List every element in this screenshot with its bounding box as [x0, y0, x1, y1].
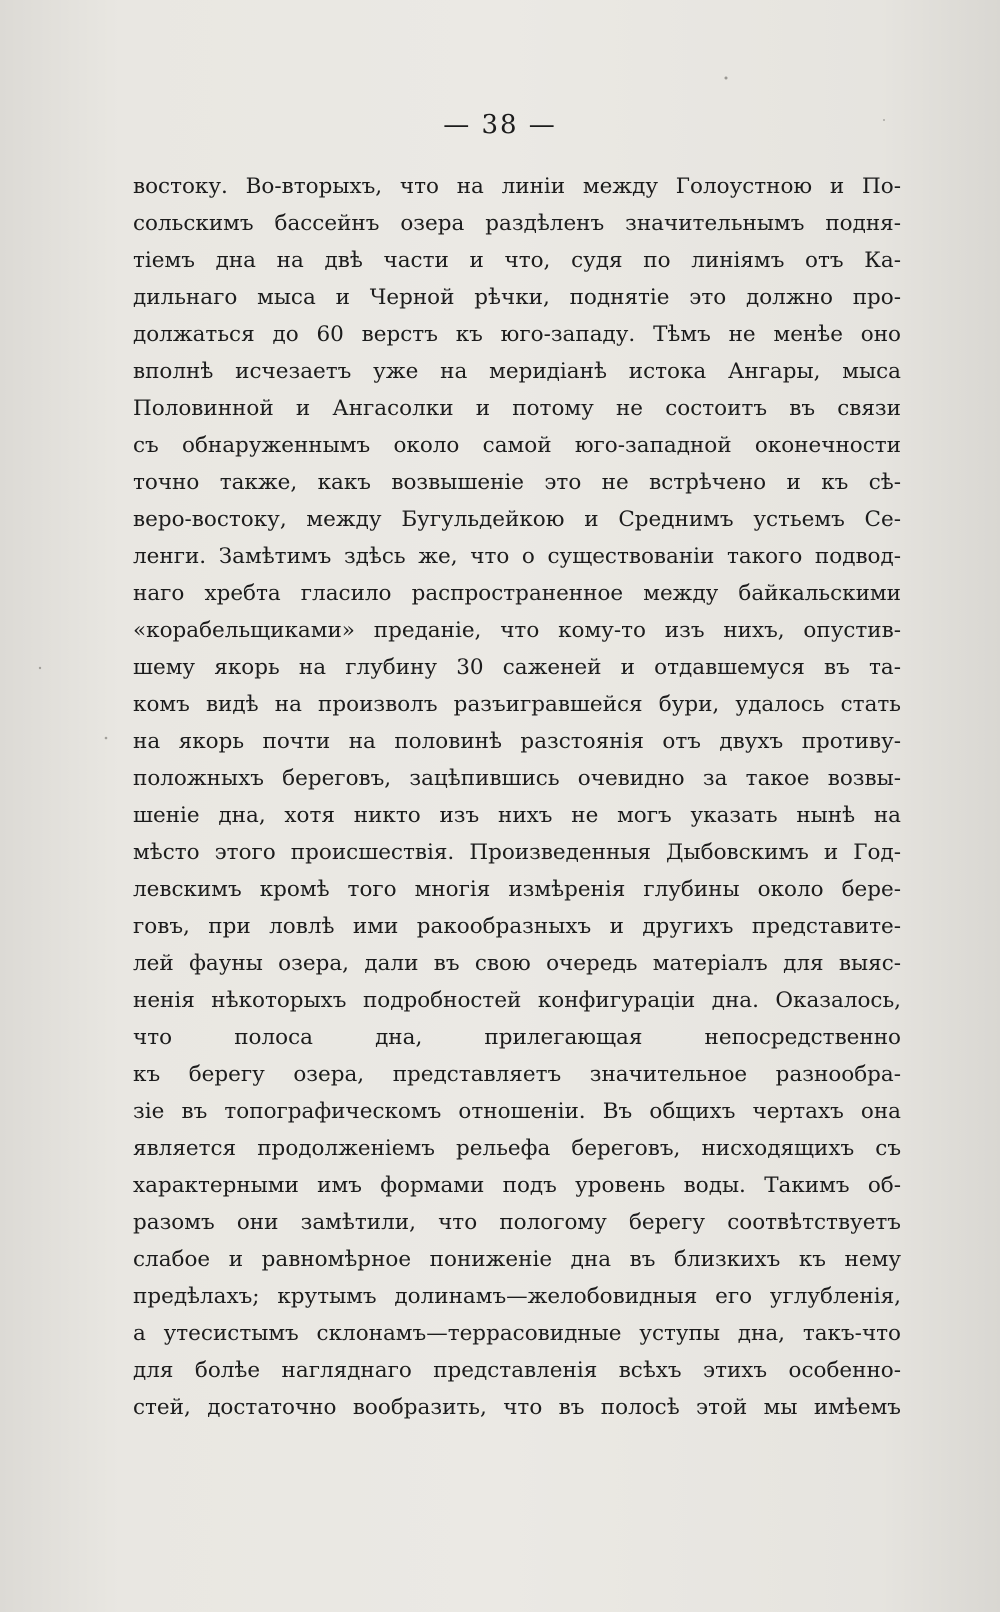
text-line: для болѣе нагляднаго представленія всѣхъ этихъ особенно- — [133, 1358, 901, 1383]
text-line: предѣлахъ; крутымъ долинамъ—желобовидныя его углубленія, — [133, 1284, 901, 1309]
text-line: разомъ они замѣтили, что пологому берегу соотвѣтствуетъ — [133, 1210, 901, 1235]
text-line: должаться до 60 верстъ къ юго-западу. Тѣмъ не менѣе оно — [133, 322, 901, 347]
text-line: сольскимъ бассейнъ озера раздѣленъ значительнымъ подня- — [133, 211, 901, 236]
page-text-body — [133, 168, 901, 1426]
text-line: ленги. Замѣтимъ здѣсь же, что о существованіи такого подвод- — [133, 544, 901, 569]
text-line: стей, достаточно вообразить, что въ полосѣ этой мы имѣемъ — [133, 1395, 901, 1420]
text-line: слабое и равномѣрное пониженіе дна въ близкихъ къ нему — [133, 1247, 901, 1272]
text-line: шему якорь на глубину 30 саженей и отдавшемуся въ та- — [133, 655, 901, 680]
text-line: Половинной и Ангасолки и потому не состоитъ въ связи — [133, 396, 901, 421]
text-line: вполнѣ исчезаетъ уже на меридіанѣ истока Ангары, мыса — [133, 359, 901, 384]
text-line: точно также, какъ возвышеніе это не встрѣчено и къ сѣ- — [133, 470, 901, 495]
text-line: является продолженіемъ рельефа береговъ, нисходящихъ съ — [133, 1136, 901, 1161]
text-line: левскимъ кромѣ того многія измѣренія глубины около бере- — [133, 877, 901, 902]
text-line: тіемъ дна на двѣ части и что, судя по линіямъ отъ Ка- — [133, 248, 901, 273]
text-line: ненія нѣкоторыхъ подробностей конфигураціи дна. Оказалось, — [133, 988, 901, 1013]
text-line: «корабельщиками» преданіе, что кому-то изъ нихъ, опустив- — [133, 618, 901, 643]
text-line: наго хребта гласило распространенное между байкальскими — [133, 581, 901, 606]
text-line: характерными имъ формами подъ уровень воды. Такимъ об- — [133, 1173, 901, 1198]
text-line: а утесистымъ склонамъ—террасовидные уступы дна, такъ-что — [133, 1321, 901, 1346]
text-line: на якорь почти на половинѣ разстоянія отъ двухъ противу- — [133, 729, 901, 754]
text-line: веро-востоку, между Бугульдейкою и Среднимъ устьемъ Се- — [133, 507, 901, 532]
text-line: зіе въ топографическомъ отношеніи. Въ общихъ чертахъ она — [133, 1099, 901, 1124]
page-number: — 38 — — [443, 110, 557, 140]
text-line: что полоса дна, прилегающая непосредственно — [133, 1025, 901, 1050]
text-line: положныхъ береговъ, зацѣпившись очевидно за такое возвы- — [133, 766, 901, 791]
text-line: дильнаго мыса и Черной рѣчки, поднятіе это должно про- — [133, 285, 901, 310]
text-line: востоку. Во-вторыхъ, что на линіи между Голоустною и По- — [133, 174, 901, 199]
text-line: лей фауны озера, дали въ свою очередь матеріалъ для выяс- — [133, 951, 901, 976]
text-line: съ обнаруженнымъ около самой юго-западной оконечности — [133, 433, 901, 458]
text-line: мѣсто этого происшествія. Произведенныя Дыбовскимъ и Год- — [133, 840, 901, 865]
text-line: къ берегу озера, представляетъ значительное разнообра- — [133, 1062, 901, 1087]
text-line: комъ видѣ на произволъ разъигравшейся бури, удалось стать — [133, 692, 901, 717]
text-line: говъ, при ловлѣ ими ракообразныхъ и другихъ представите- — [133, 914, 901, 939]
text-line: шеніе дна, хотя никто изъ нихъ не могъ указать нынѣ на — [133, 803, 901, 828]
